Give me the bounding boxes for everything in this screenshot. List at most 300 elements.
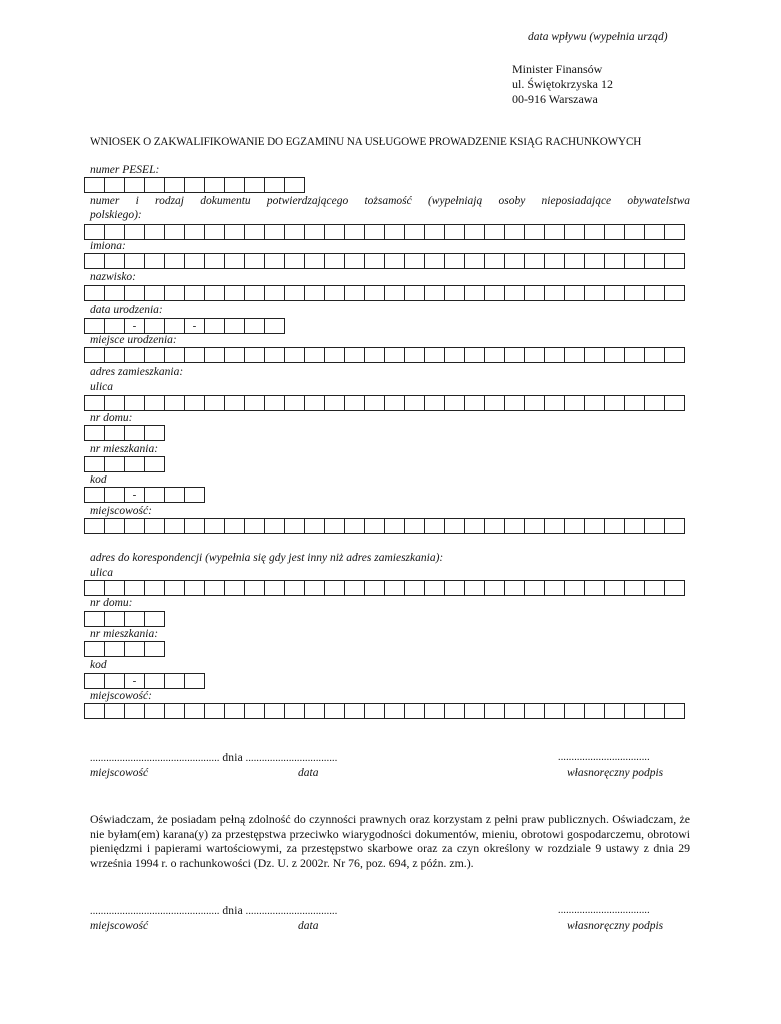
- char-box[interactable]: [624, 395, 645, 411]
- char-box[interactable]: [544, 224, 565, 240]
- char-box[interactable]: [244, 518, 265, 534]
- char-box[interactable]: [324, 224, 345, 240]
- char-box[interactable]: [584, 580, 605, 596]
- char-box[interactable]: [284, 253, 305, 269]
- char-box[interactable]: [224, 253, 245, 269]
- char-box[interactable]: [464, 703, 485, 719]
- char-box[interactable]: [184, 177, 205, 193]
- char-box[interactable]: [284, 285, 305, 301]
- char-box[interactable]: [184, 253, 205, 269]
- char-box[interactable]: [344, 518, 365, 534]
- char-box[interactable]: [604, 347, 625, 363]
- char-box[interactable]: [244, 395, 265, 411]
- postal-code-2-input[interactable]: [84, 673, 205, 689]
- char-box[interactable]: [144, 611, 165, 627]
- char-box[interactable]: [184, 518, 205, 534]
- char-box[interactable]: [484, 347, 505, 363]
- char-box[interactable]: [84, 611, 105, 627]
- char-box[interactable]: [124, 456, 145, 472]
- char-box[interactable]: [224, 703, 245, 719]
- signature-line[interactable]: ..................................: [558, 752, 650, 763]
- char-box[interactable]: [224, 347, 245, 363]
- char-box[interactable]: [464, 224, 485, 240]
- char-box[interactable]: [384, 518, 405, 534]
- char-box[interactable]: [84, 395, 105, 411]
- char-box[interactable]: [364, 285, 385, 301]
- char-box[interactable]: [624, 224, 645, 240]
- char-box[interactable]: [304, 395, 325, 411]
- char-box[interactable]: [524, 395, 545, 411]
- char-box[interactable]: [664, 518, 685, 534]
- char-box[interactable]: [104, 487, 125, 503]
- char-box[interactable]: [364, 580, 385, 596]
- char-box[interactable]: [524, 347, 545, 363]
- char-box[interactable]: [144, 703, 165, 719]
- char-box[interactable]: [264, 347, 285, 363]
- char-box[interactable]: [144, 580, 165, 596]
- char-box[interactable]: [464, 580, 485, 596]
- char-box[interactable]: [584, 703, 605, 719]
- char-box[interactable]: [164, 703, 185, 719]
- char-box[interactable]: [84, 224, 105, 240]
- char-box[interactable]: [624, 285, 645, 301]
- char-box[interactable]: [644, 285, 665, 301]
- char-box[interactable]: [344, 395, 365, 411]
- char-box[interactable]: [164, 224, 185, 240]
- char-box[interactable]: [84, 253, 105, 269]
- char-box[interactable]: [444, 580, 465, 596]
- char-box[interactable]: [244, 347, 265, 363]
- char-box[interactable]: [284, 347, 305, 363]
- char-box[interactable]: [524, 518, 545, 534]
- char-box[interactable]: [204, 253, 225, 269]
- char-box[interactable]: [564, 395, 585, 411]
- char-box[interactable]: [204, 285, 225, 301]
- place-date-line-2[interactable]: [90, 905, 337, 917]
- char-box[interactable]: [584, 285, 605, 301]
- char-box[interactable]: [104, 703, 125, 719]
- char-box[interactable]: [344, 347, 365, 363]
- char-box[interactable]: [324, 285, 345, 301]
- char-box[interactable]: [484, 224, 505, 240]
- char-box[interactable]: [264, 318, 285, 334]
- char-box[interactable]: [124, 224, 145, 240]
- char-box[interactable]: [464, 395, 485, 411]
- char-box[interactable]: [504, 703, 525, 719]
- char-box[interactable]: [204, 347, 225, 363]
- char-box[interactable]: [444, 224, 465, 240]
- char-box[interactable]: [164, 518, 185, 534]
- char-box[interactable]: [544, 580, 565, 596]
- char-box[interactable]: [304, 224, 325, 240]
- char-box[interactable]: [324, 395, 345, 411]
- apartment-number-2-input[interactable]: [84, 641, 165, 657]
- char-box[interactable]: [284, 703, 305, 719]
- char-box[interactable]: [624, 580, 645, 596]
- char-box[interactable]: [484, 253, 505, 269]
- char-box[interactable]: [604, 224, 625, 240]
- char-box[interactable]: [184, 673, 205, 689]
- birth-date-input[interactable]: [84, 318, 285, 334]
- char-box[interactable]: [604, 285, 625, 301]
- char-box[interactable]: [184, 224, 205, 240]
- char-box[interactable]: [144, 253, 165, 269]
- char-box[interactable]: [164, 253, 185, 269]
- char-box[interactable]: [264, 580, 285, 596]
- char-box[interactable]: [124, 580, 145, 596]
- char-box[interactable]: [164, 580, 185, 596]
- char-box[interactable]: [244, 224, 265, 240]
- char-box[interactable]: [164, 318, 185, 334]
- char-box[interactable]: [244, 177, 265, 193]
- char-box[interactable]: [464, 253, 485, 269]
- char-box[interactable]: [104, 580, 125, 596]
- char-box[interactable]: [84, 318, 105, 334]
- char-box[interactable]: [624, 703, 645, 719]
- char-box[interactable]: [104, 224, 125, 240]
- char-box[interactable]: [264, 224, 285, 240]
- char-box[interactable]: [384, 285, 405, 301]
- char-box[interactable]: [664, 580, 685, 596]
- char-box[interactable]: [144, 285, 165, 301]
- char-box[interactable]: [544, 703, 565, 719]
- char-box[interactable]: [644, 703, 665, 719]
- char-box[interactable]: [504, 285, 525, 301]
- char-box[interactable]: [424, 253, 445, 269]
- char-box[interactable]: [284, 518, 305, 534]
- char-box[interactable]: [424, 224, 445, 240]
- char-box[interactable]: [104, 641, 125, 657]
- char-box[interactable]: [204, 703, 225, 719]
- char-box[interactable]: [544, 253, 565, 269]
- char-box[interactable]: [564, 253, 585, 269]
- char-box[interactable]: [564, 580, 585, 596]
- document-input[interactable]: [84, 224, 685, 240]
- char-box[interactable]: [204, 177, 225, 193]
- char-box[interactable]: [124, 641, 145, 657]
- char-box[interactable]: [404, 518, 425, 534]
- char-box[interactable]: [184, 347, 205, 363]
- char-box[interactable]: [344, 703, 365, 719]
- char-box[interactable]: [84, 456, 105, 472]
- char-box[interactable]: [84, 518, 105, 534]
- char-box[interactable]: [164, 177, 185, 193]
- char-box[interactable]: [504, 518, 525, 534]
- pesel-input[interactable]: [84, 177, 305, 193]
- char-box[interactable]: [144, 425, 165, 441]
- char-box[interactable]: [144, 318, 165, 334]
- char-box[interactable]: [484, 395, 505, 411]
- char-box[interactable]: [204, 395, 225, 411]
- char-box[interactable]: [384, 580, 405, 596]
- char-box[interactable]: [504, 253, 525, 269]
- first-names-input[interactable]: [84, 253, 685, 269]
- char-box[interactable]: [364, 518, 385, 534]
- char-box[interactable]: [664, 224, 685, 240]
- char-box[interactable]: [644, 518, 665, 534]
- char-box[interactable]: [504, 395, 525, 411]
- postal-code-input[interactable]: [84, 487, 205, 503]
- char-box[interactable]: [304, 347, 325, 363]
- dash-separator-cell[interactable]: -: [124, 673, 145, 689]
- city-input[interactable]: [84, 518, 685, 534]
- char-box[interactable]: [224, 395, 245, 411]
- char-box[interactable]: [364, 347, 385, 363]
- char-box[interactable]: [104, 347, 125, 363]
- char-box[interactable]: [84, 703, 105, 719]
- char-box[interactable]: [244, 253, 265, 269]
- char-box[interactable]: [204, 580, 225, 596]
- char-box[interactable]: [104, 456, 125, 472]
- char-box[interactable]: [584, 347, 605, 363]
- char-box[interactable]: [244, 285, 265, 301]
- char-box[interactable]: [384, 224, 405, 240]
- char-box[interactable]: [484, 518, 505, 534]
- char-box[interactable]: [104, 395, 125, 411]
- char-box[interactable]: [564, 703, 585, 719]
- char-box[interactable]: [184, 703, 205, 719]
- char-box[interactable]: [284, 224, 305, 240]
- char-box[interactable]: [304, 285, 325, 301]
- char-box[interactable]: [324, 253, 345, 269]
- char-box[interactable]: [144, 395, 165, 411]
- char-box[interactable]: [384, 395, 405, 411]
- char-box[interactable]: [424, 518, 445, 534]
- char-box[interactable]: [364, 253, 385, 269]
- char-box[interactable]: [324, 347, 345, 363]
- char-box[interactable]: [184, 395, 205, 411]
- char-box[interactable]: [364, 224, 385, 240]
- char-box[interactable]: [424, 580, 445, 596]
- char-box[interactable]: [104, 318, 125, 334]
- char-box[interactable]: [584, 395, 605, 411]
- char-box[interactable]: [84, 487, 105, 503]
- dash-separator-cell[interactable]: -: [184, 318, 205, 334]
- surname-input[interactable]: [84, 285, 685, 301]
- char-box[interactable]: [164, 285, 185, 301]
- char-box[interactable]: [224, 318, 245, 334]
- char-box[interactable]: [484, 580, 505, 596]
- house-number-input[interactable]: [84, 425, 165, 441]
- char-box[interactable]: [364, 395, 385, 411]
- char-box[interactable]: [164, 487, 185, 503]
- char-box[interactable]: [124, 703, 145, 719]
- char-box[interactable]: [564, 285, 585, 301]
- char-box[interactable]: [84, 425, 105, 441]
- char-box[interactable]: [144, 518, 165, 534]
- char-box[interactable]: [124, 285, 145, 301]
- char-box[interactable]: [344, 580, 365, 596]
- char-box[interactable]: [644, 395, 665, 411]
- char-box[interactable]: [264, 253, 285, 269]
- char-box[interactable]: [244, 318, 265, 334]
- char-box[interactable]: [184, 487, 205, 503]
- char-box[interactable]: [264, 703, 285, 719]
- char-box[interactable]: [324, 703, 345, 719]
- char-box[interactable]: [84, 673, 105, 689]
- char-box[interactable]: [404, 253, 425, 269]
- char-box[interactable]: [444, 518, 465, 534]
- char-box[interactable]: [84, 285, 105, 301]
- char-box[interactable]: [664, 253, 685, 269]
- char-box[interactable]: [644, 253, 665, 269]
- char-box[interactable]: [124, 425, 145, 441]
- char-box[interactable]: [384, 703, 405, 719]
- char-box[interactable]: [424, 347, 445, 363]
- char-box[interactable]: [104, 673, 125, 689]
- char-box[interactable]: [504, 224, 525, 240]
- char-box[interactable]: [224, 580, 245, 596]
- char-box[interactable]: [484, 285, 505, 301]
- char-box[interactable]: [264, 285, 285, 301]
- char-box[interactable]: [164, 347, 185, 363]
- char-box[interactable]: [384, 253, 405, 269]
- char-box[interactable]: [524, 703, 545, 719]
- city-2-input[interactable]: [84, 703, 685, 719]
- char-box[interactable]: [444, 285, 465, 301]
- char-box[interactable]: [84, 347, 105, 363]
- char-box[interactable]: [564, 518, 585, 534]
- char-box[interactable]: [184, 580, 205, 596]
- char-box[interactable]: [424, 703, 445, 719]
- char-box[interactable]: [424, 395, 445, 411]
- char-box[interactable]: [464, 347, 485, 363]
- char-box[interactable]: [444, 347, 465, 363]
- char-box[interactable]: [144, 177, 165, 193]
- char-box[interactable]: [364, 703, 385, 719]
- char-box[interactable]: [584, 518, 605, 534]
- char-box[interactable]: [504, 580, 525, 596]
- char-box[interactable]: [144, 673, 165, 689]
- char-box[interactable]: [564, 347, 585, 363]
- char-box[interactable]: [604, 518, 625, 534]
- char-box[interactable]: [204, 224, 225, 240]
- char-box[interactable]: [664, 285, 685, 301]
- place-date-line[interactable]: [90, 752, 337, 764]
- street-input[interactable]: [84, 395, 685, 411]
- signature-line-2[interactable]: ..................................: [558, 905, 650, 916]
- char-box[interactable]: [104, 518, 125, 534]
- char-box[interactable]: [184, 285, 205, 301]
- char-box[interactable]: [344, 224, 365, 240]
- char-box[interactable]: [344, 253, 365, 269]
- char-box[interactable]: [144, 487, 165, 503]
- char-box[interactable]: [644, 347, 665, 363]
- char-box[interactable]: [524, 224, 545, 240]
- char-box[interactable]: [144, 641, 165, 657]
- char-box[interactable]: [224, 285, 245, 301]
- char-box[interactable]: [544, 285, 565, 301]
- char-box[interactable]: [664, 347, 685, 363]
- char-box[interactable]: [324, 580, 345, 596]
- char-box[interactable]: [84, 177, 105, 193]
- char-box[interactable]: [564, 224, 585, 240]
- char-box[interactable]: [644, 580, 665, 596]
- char-box[interactable]: [404, 285, 425, 301]
- char-box[interactable]: [624, 347, 645, 363]
- char-box[interactable]: [344, 285, 365, 301]
- char-box[interactable]: [124, 611, 145, 627]
- house-number-2-input[interactable]: [84, 611, 165, 627]
- char-box[interactable]: [604, 580, 625, 596]
- char-box[interactable]: [404, 395, 425, 411]
- char-box[interactable]: [484, 703, 505, 719]
- char-box[interactable]: [404, 580, 425, 596]
- char-box[interactable]: [524, 580, 545, 596]
- char-box[interactable]: [124, 518, 145, 534]
- char-box[interactable]: [244, 580, 265, 596]
- char-box[interactable]: [624, 253, 645, 269]
- char-box[interactable]: [84, 641, 105, 657]
- char-box[interactable]: [504, 347, 525, 363]
- char-box[interactable]: [524, 285, 545, 301]
- char-box[interactable]: [404, 703, 425, 719]
- char-box[interactable]: [324, 518, 345, 534]
- char-box[interactable]: [444, 395, 465, 411]
- char-box[interactable]: [104, 253, 125, 269]
- char-box[interactable]: [524, 253, 545, 269]
- char-box[interactable]: [284, 177, 305, 193]
- char-box[interactable]: [144, 456, 165, 472]
- char-box[interactable]: [544, 395, 565, 411]
- char-box[interactable]: [104, 177, 125, 193]
- apartment-number-input[interactable]: [84, 456, 165, 472]
- char-box[interactable]: [84, 580, 105, 596]
- char-box[interactable]: [464, 518, 485, 534]
- char-box[interactable]: [664, 703, 685, 719]
- char-box[interactable]: [244, 703, 265, 719]
- char-box[interactable]: [424, 285, 445, 301]
- char-box[interactable]: [164, 395, 185, 411]
- char-box[interactable]: [224, 177, 245, 193]
- char-box[interactable]: [604, 395, 625, 411]
- char-box[interactable]: [604, 703, 625, 719]
- char-box[interactable]: [224, 224, 245, 240]
- char-box[interactable]: [204, 518, 225, 534]
- char-box[interactable]: [304, 253, 325, 269]
- char-box[interactable]: [284, 580, 305, 596]
- char-box[interactable]: [164, 673, 185, 689]
- char-box[interactable]: [644, 224, 665, 240]
- char-box[interactable]: [624, 518, 645, 534]
- char-box[interactable]: [104, 425, 125, 441]
- char-box[interactable]: [544, 518, 565, 534]
- char-box[interactable]: [404, 347, 425, 363]
- char-box[interactable]: [104, 611, 125, 627]
- char-box[interactable]: [304, 518, 325, 534]
- char-box[interactable]: [404, 224, 425, 240]
- char-box[interactable]: [264, 518, 285, 534]
- dash-separator-cell[interactable]: -: [124, 487, 145, 503]
- char-box[interactable]: [124, 177, 145, 193]
- char-box[interactable]: [464, 285, 485, 301]
- char-box[interactable]: [584, 253, 605, 269]
- char-box[interactable]: [224, 518, 245, 534]
- char-box[interactable]: [144, 224, 165, 240]
- street-2-input[interactable]: [84, 580, 685, 596]
- char-box[interactable]: [544, 347, 565, 363]
- char-box[interactable]: [444, 703, 465, 719]
- char-box[interactable]: [144, 347, 165, 363]
- char-box[interactable]: [124, 253, 145, 269]
- char-box[interactable]: [124, 395, 145, 411]
- char-box[interactable]: [204, 318, 225, 334]
- char-box[interactable]: [284, 395, 305, 411]
- char-box[interactable]: [584, 224, 605, 240]
- char-box[interactable]: [604, 253, 625, 269]
- char-box[interactable]: [304, 580, 325, 596]
- char-box[interactable]: [264, 395, 285, 411]
